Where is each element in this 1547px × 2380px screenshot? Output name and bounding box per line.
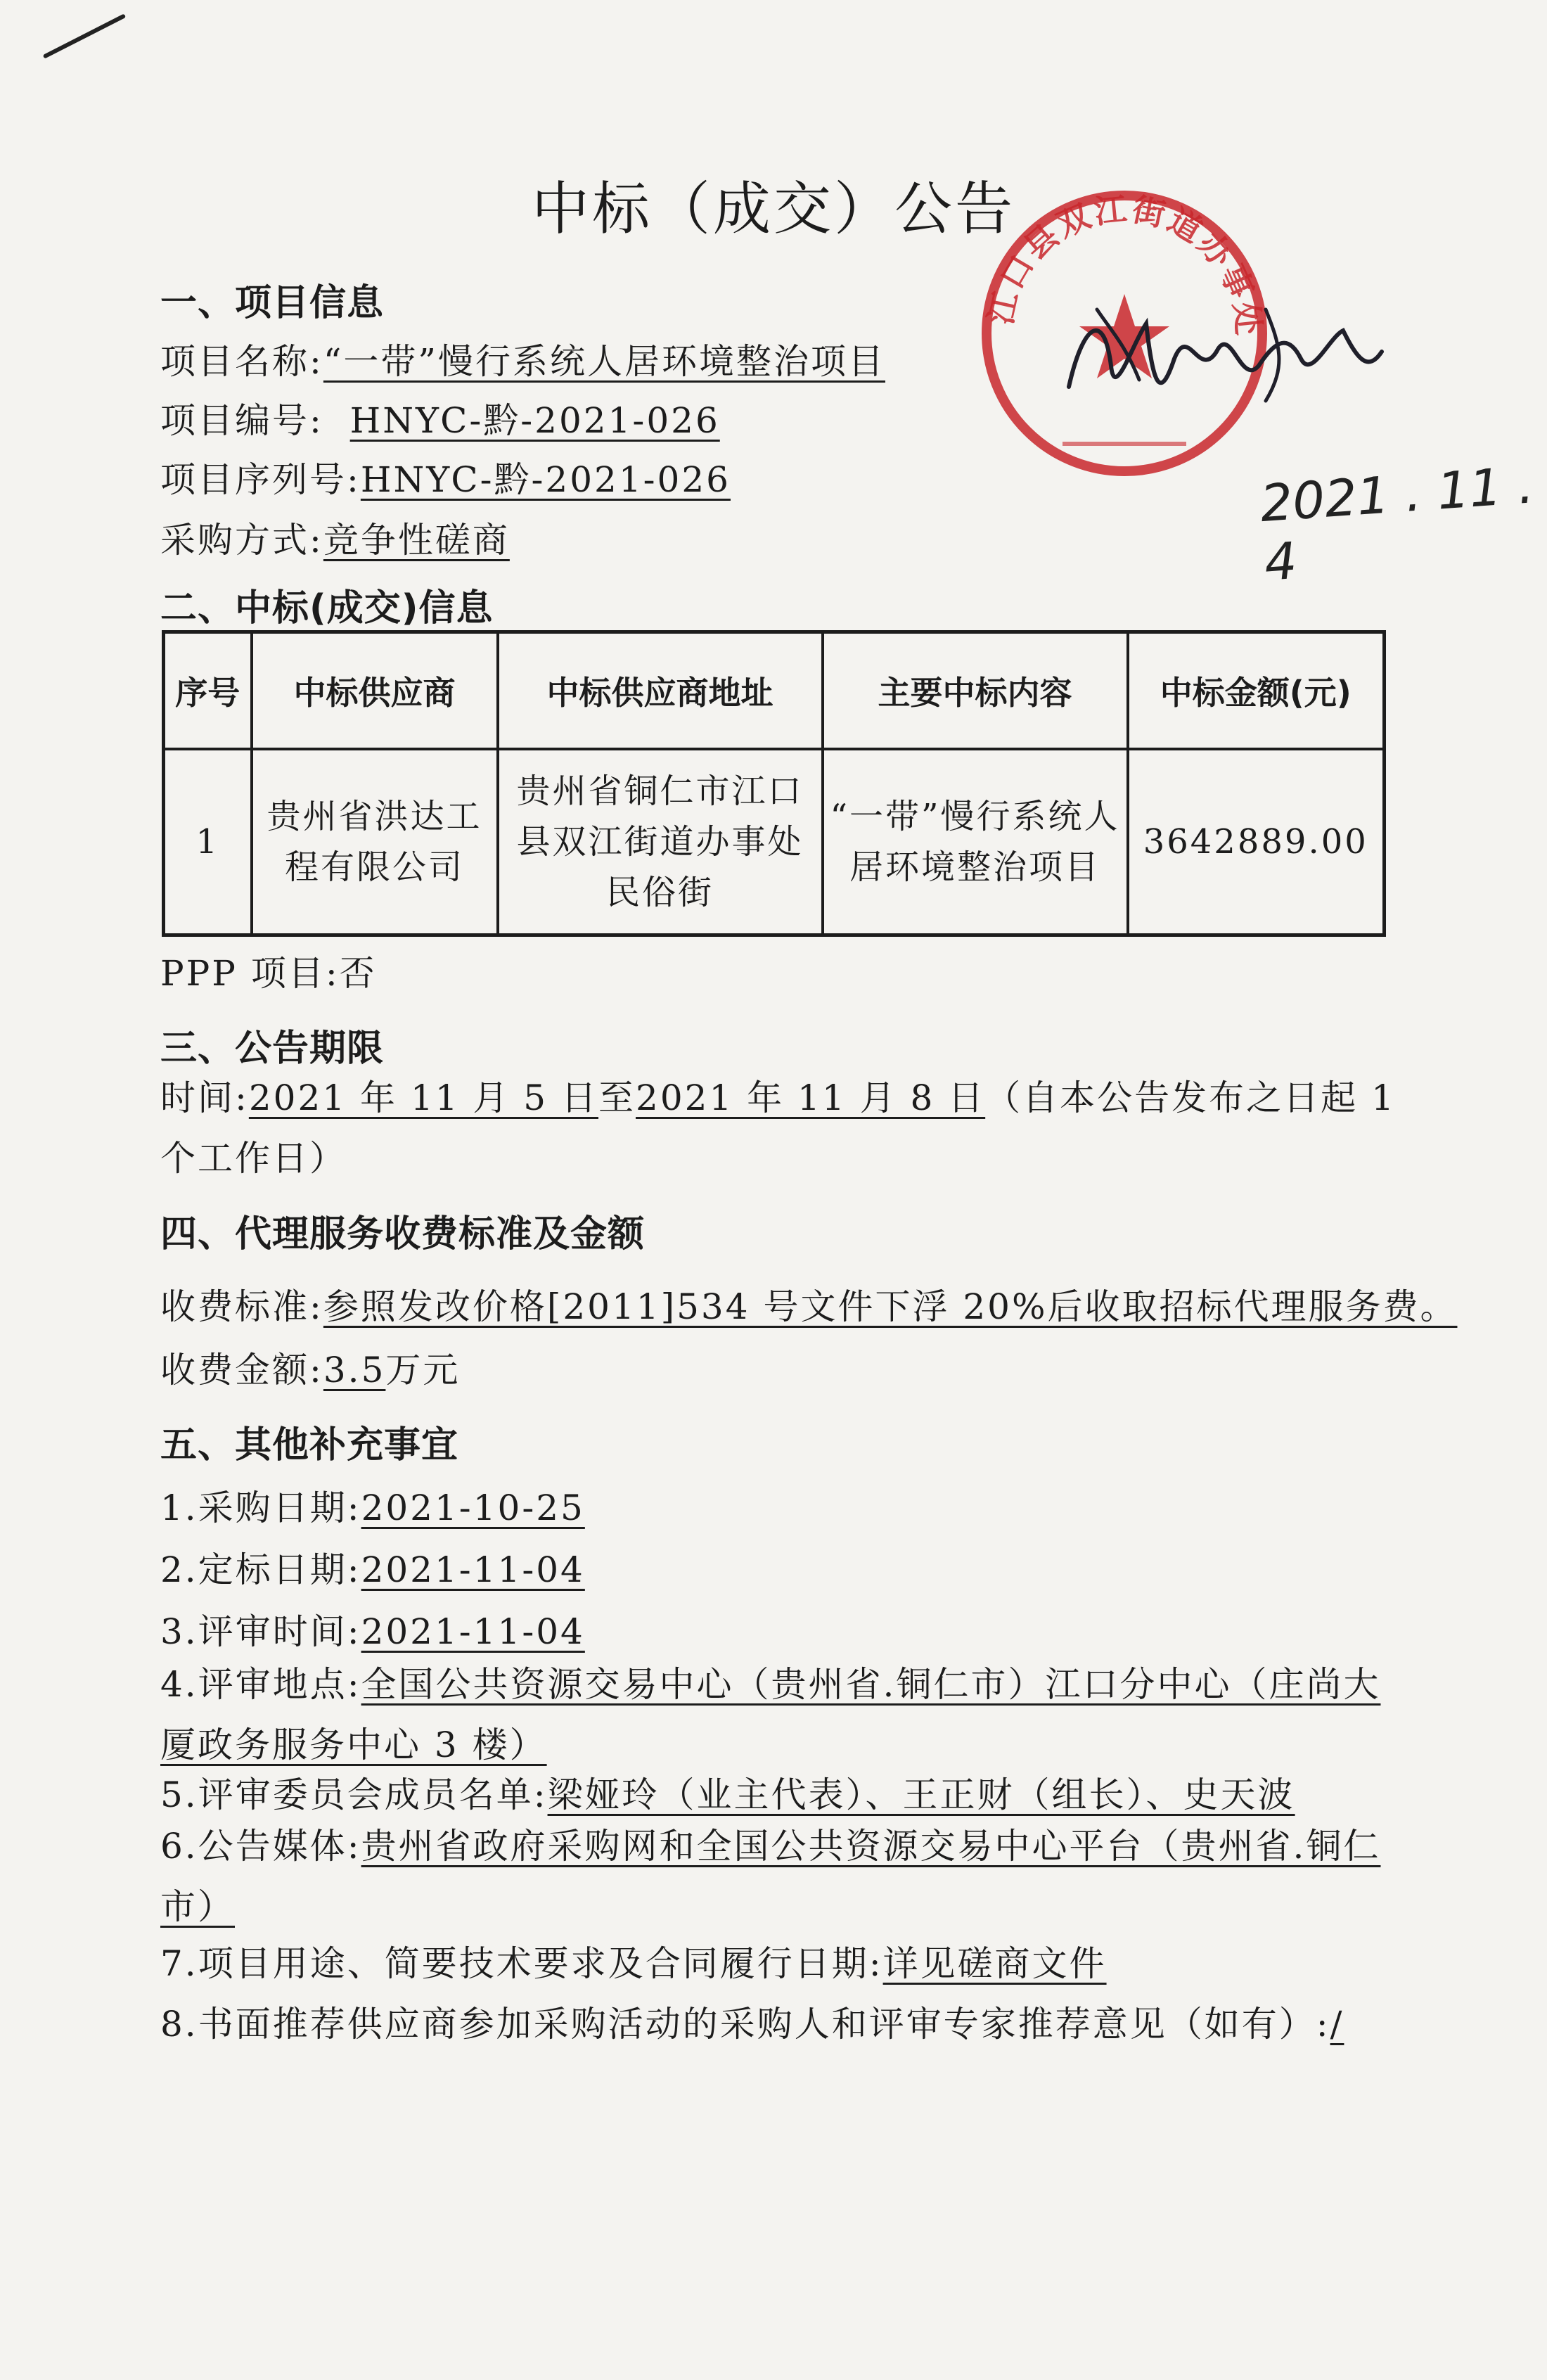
column-header: 中标供应商地址 [498, 632, 823, 750]
item-label: 4.评审地点: [160, 1664, 361, 1705]
award-table [162, 630, 1386, 937]
project-code-value: HNYC-黔-2021-026 [349, 400, 720, 441]
fee-amount-unit: 万元 [385, 1350, 461, 1390]
supplier-name: 贵州省洪达工程有限公司 [252, 749, 498, 935]
project-usage: 详见磋商文件 [882, 1943, 1107, 1984]
committee-members: 梁娅玲（业主代表）、王正财（组长）、史天波 [547, 1774, 1295, 1815]
award-content: “一带”慢行系统人居环境整治项目 [823, 749, 1128, 935]
fee-amount-value: 3.5 [323, 1350, 386, 1390]
fee-standard-line [160, 1279, 1457, 1329]
project-serial-line [160, 452, 731, 502]
table-header-row [164, 632, 1385, 750]
project-serial-label: 项目序列号: [160, 459, 361, 500]
list-item [160, 1996, 1344, 2047]
item-label: 6.公告媒体: [160, 1826, 361, 1867]
period-start: 2021 年 11 月 5 日 [248, 1077, 599, 1118]
item-label: 3.评审时间: [160, 1611, 361, 1652]
announcement-media: 贵州省政府采购网和全国公共资源交易中心平台（贵州省.铜仁市） [160, 1826, 1381, 1927]
list-item [160, 1767, 1295, 1817]
award-date: 2021-11-04 [361, 1549, 585, 1590]
column-header: 中标供应商 [252, 632, 498, 750]
list-item [160, 1480, 585, 1530]
row-number: 1 [164, 749, 252, 935]
section-2-heading: 二、中标(成交)信息 [160, 587, 494, 629]
column-header: 序号 [164, 632, 252, 750]
handwritten-signature [1055, 281, 1392, 429]
project-serial-value: HNYC-黔-2021-026 [360, 459, 731, 500]
section-4-heading: 四、代理服务收费标准及金额 [160, 1213, 646, 1255]
review-time: 2021-11-04 [361, 1611, 585, 1652]
fee-amount-line [160, 1342, 460, 1393]
project-name-value: “一带”慢行系统人居环境整治项目 [323, 341, 885, 382]
list-item [160, 1936, 1107, 1986]
purchase-method-label: 采购方式: [160, 520, 323, 561]
item-label: 7.项目用途、简要技术要求及合同履行日期: [160, 1943, 883, 1984]
list-item [160, 1816, 1398, 1937]
fee-amount-label: 收费金额: [160, 1350, 323, 1390]
fee-standard-value: 参照发改价格[2011]534 号文件下浮 20%后收取招标代理服务费。 [323, 1286, 1458, 1327]
notice-period-line [160, 1068, 1398, 1189]
column-header: 主要中标内容 [823, 632, 1128, 750]
section-3-heading: 三、公告期限 [160, 1028, 385, 1070]
ppp-line: PPP 项目:否 [160, 953, 377, 994]
project-name-label: 项目名称: [160, 341, 323, 382]
purchase-method-line [160, 512, 510, 563]
list-item [160, 1604, 585, 1654]
fee-standard-label: 收费标准: [160, 1286, 323, 1327]
list-item [160, 1654, 1398, 1775]
item-label: 1.采购日期: [160, 1488, 361, 1528]
period-note: （自本公告发布之日起 1 个工作日） [160, 1077, 1396, 1179]
purchase-method-value: 竞争性磋商 [323, 520, 510, 561]
item-label: 5.评审委员会成员名单: [160, 1774, 548, 1815]
item-label: 2.定标日期: [160, 1549, 361, 1590]
project-code-line [160, 392, 720, 443]
list-item [160, 1542, 585, 1592]
award-amount: 3642889.00 [1128, 749, 1385, 935]
recommendation-opinion: / [1330, 2004, 1344, 2045]
table-row [164, 749, 1385, 935]
project-name-line [160, 333, 885, 384]
project-code-label: 项目编号: [160, 400, 323, 441]
pen-stroke-mark [43, 13, 127, 58]
section-5-heading: 五、其他补充事宜 [160, 1424, 459, 1466]
purchase-date: 2021-10-25 [361, 1488, 585, 1528]
time-label: 时间: [160, 1077, 249, 1118]
review-location: 全国公共资源交易中心（贵州省.铜仁市）江口分中心（庄尚大厦政务服务中心 3 楼） [160, 1664, 1381, 1765]
supplier-address: 贵州省铜仁市江口县双江街道办事处民俗街 [498, 749, 823, 935]
period-end: 2021 年 11 月 8 日 [636, 1077, 986, 1118]
period-to: 至 [598, 1077, 636, 1118]
column-header: 中标金额(元) [1128, 632, 1385, 750]
handwritten-date: 2021 . 11 . 4 [1258, 455, 1536, 592]
seal-text: 江口县双江街道办事处 [981, 189, 1269, 340]
item-label: 8.书面推荐供应商参加采购活动的采购人和评审专家推荐意见（如有）: [160, 2004, 1330, 2045]
section-1-heading: 一、项目信息 [160, 282, 385, 324]
document-title: 中标（成交）公告 [531, 176, 1015, 243]
